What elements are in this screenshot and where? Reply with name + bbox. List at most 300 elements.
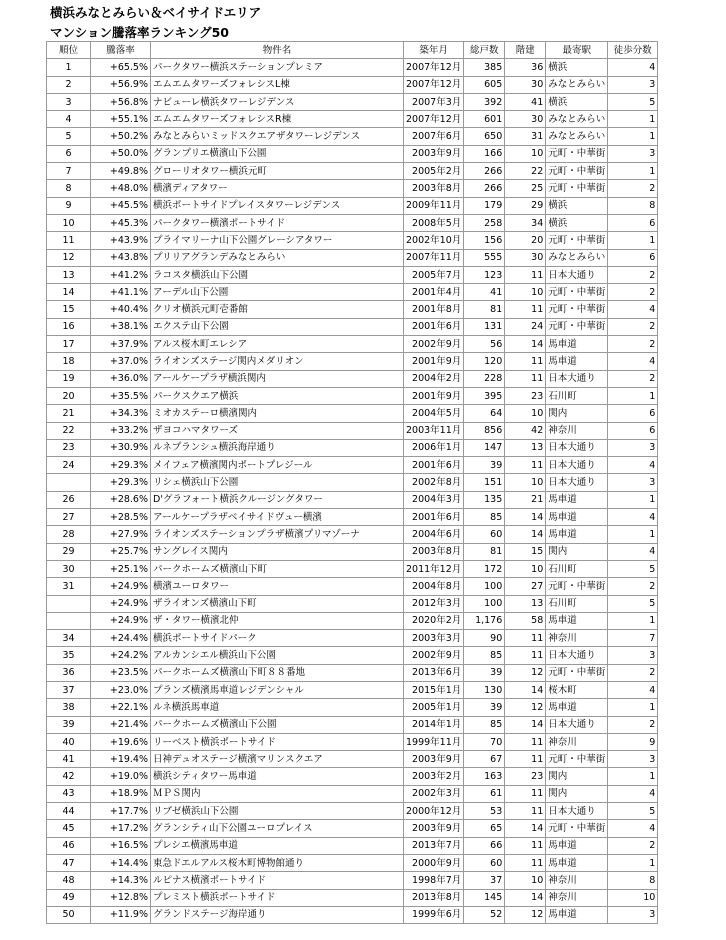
change-rate-cell: +27.9% (91, 526, 151, 543)
property-name-cell: エクステ山下公園 (151, 318, 404, 335)
change-rate-cell: +21.4% (91, 716, 151, 733)
change-rate-cell: +24.4% (91, 630, 151, 647)
floors-cell: 12 (505, 664, 546, 681)
property-name-cell: プレシエ横濱馬車道 (151, 837, 404, 854)
total-units-cell: 131 (464, 318, 505, 335)
walk-minutes-cell: 4 (608, 457, 658, 474)
property-name-cell: ルピナス横濱ポートサイド (151, 872, 404, 889)
nearest-station-cell: 日本大通り (546, 370, 608, 387)
rank-cell: 22 (47, 422, 91, 439)
walk-minutes-cell: 7 (608, 630, 658, 647)
floors-cell: 11 (505, 837, 546, 854)
built-date-cell: 2003年9月 (404, 751, 464, 768)
nearest-station-cell: みなとみらい (546, 249, 608, 266)
walk-minutes-cell: 5 (608, 560, 658, 577)
property-name-cell: パークスクエア横浜 (151, 387, 404, 404)
ranking-table (46, 41, 658, 924)
walk-minutes-cell: 8 (608, 872, 658, 889)
change-rate-cell: +22.1% (91, 699, 151, 716)
floors-cell: 22 (505, 163, 546, 180)
nearest-station-cell: 関内 (546, 768, 608, 785)
change-rate-cell: +19.4% (91, 751, 151, 768)
property-name-cell: アールケープラザ横浜関内 (151, 370, 404, 387)
table-row (47, 906, 658, 923)
total-units-cell: 64 (464, 405, 505, 422)
built-date-cell: 2004年8月 (404, 578, 464, 595)
nearest-station-cell: 関内 (546, 785, 608, 802)
rank-cell: 38 (47, 699, 91, 716)
change-rate-cell: +17.7% (91, 803, 151, 820)
rank-cell: 35 (47, 647, 91, 664)
rank-cell: 29 (47, 543, 91, 560)
nearest-station-cell: みなとみらい (546, 76, 608, 93)
floors-cell: 13 (505, 595, 546, 612)
table-row (47, 560, 658, 577)
total-units-cell: 145 (464, 889, 505, 906)
change-rate-cell: +29.3% (91, 457, 151, 474)
built-date-cell: 2007年12月 (404, 59, 464, 76)
table-row (47, 405, 658, 422)
total-units-cell: 56 (464, 336, 505, 353)
walk-minutes-cell: 1 (608, 768, 658, 785)
table-row (47, 647, 658, 664)
nearest-station-cell: 日本大通り (546, 716, 608, 733)
walk-minutes-cell: 2 (608, 284, 658, 301)
change-rate-cell: +65.5% (91, 59, 151, 76)
nearest-station-cell: 元町・中華街 (546, 820, 608, 837)
built-date-cell: 2003年8月 (404, 543, 464, 560)
table-row (47, 76, 658, 93)
rank-cell: 28 (47, 526, 91, 543)
floors-cell: 14 (505, 509, 546, 526)
total-units-cell: 37 (464, 872, 505, 889)
built-date-cell: 2008年5月 (404, 214, 464, 231)
table-row (47, 249, 658, 266)
change-rate-cell: +43.8% (91, 249, 151, 266)
change-rate-cell: +49.8% (91, 163, 151, 180)
nearest-station-cell: 元町・中華街 (546, 232, 608, 249)
built-date-cell: 2005年1月 (404, 699, 464, 716)
built-date-cell: 2013年6月 (404, 664, 464, 681)
built-date-cell: 2002年3月 (404, 785, 464, 802)
walk-minutes-cell: 4 (608, 785, 658, 802)
nearest-station-cell: 石川町 (546, 560, 608, 577)
change-rate-cell: +45.3% (91, 214, 151, 231)
floors-cell: 11 (505, 803, 546, 820)
walk-minutes-cell: 10 (608, 889, 658, 906)
total-units-cell: 100 (464, 595, 505, 612)
table-row (47, 872, 658, 889)
walk-minutes-cell: 4 (608, 543, 658, 560)
change-rate-cell: +36.0% (91, 370, 151, 387)
built-date-cell: 2015年1月 (404, 681, 464, 698)
nearest-station-cell: 横浜 (546, 59, 608, 76)
floors-cell: 10 (505, 145, 546, 162)
table-row (47, 578, 658, 595)
rank-cell (47, 474, 91, 491)
total-units-cell: 85 (464, 509, 505, 526)
table-row (47, 837, 658, 854)
change-rate-cell: +14.4% (91, 854, 151, 871)
total-units-cell: 650 (464, 128, 505, 145)
walk-minutes-cell: 3 (608, 76, 658, 93)
floors-cell: 14 (505, 681, 546, 698)
rank-cell: 9 (47, 197, 91, 214)
total-units-cell: 53 (464, 803, 505, 820)
walk-minutes-cell: 2 (608, 837, 658, 854)
nearest-station-cell: 元町・中華街 (546, 751, 608, 768)
nearest-station-cell: 神奈川 (546, 733, 608, 750)
floors-cell: 29 (505, 197, 546, 214)
property-name-cell: プランズ横濱馬車道レジデンシャル (151, 681, 404, 698)
built-date-cell: 2012年3月 (404, 595, 464, 612)
total-units-cell: 67 (464, 751, 505, 768)
property-name-cell: グランドステージ海岸通り (151, 906, 404, 923)
rank-cell: 21 (47, 405, 91, 422)
property-name-cell: エムエムタワーズフォレシスL棟 (151, 76, 404, 93)
change-rate-cell: +19.6% (91, 733, 151, 750)
floors-cell: 58 (505, 612, 546, 629)
table-row (47, 232, 658, 249)
property-name-cell: 東急ドエルアルス桜木町博物館通り (151, 854, 404, 871)
table-row (47, 509, 658, 526)
nearest-station-cell: みなとみらい (546, 111, 608, 128)
walk-minutes-cell: 1 (608, 111, 658, 128)
walk-minutes-cell: 2 (608, 716, 658, 733)
table-row (47, 630, 658, 647)
change-rate-cell: +24.9% (91, 578, 151, 595)
header-total-units: 総戸数 (464, 42, 505, 59)
property-name-cell: ザライオンズ横濱山下町 (151, 595, 404, 612)
built-date-cell: 2003年8月 (404, 180, 464, 197)
total-units-cell: 135 (464, 491, 505, 508)
floors-cell: 21 (505, 491, 546, 508)
total-units-cell: 163 (464, 768, 505, 785)
property-name-cell: アルカンシエル横浜山下公園 (151, 647, 404, 664)
floors-cell: 23 (505, 768, 546, 785)
rank-cell: 31 (47, 578, 91, 595)
total-units-cell: 90 (464, 630, 505, 647)
walk-minutes-cell: 2 (608, 336, 658, 353)
floors-cell: 12 (505, 906, 546, 923)
rank-cell: 50 (47, 906, 91, 923)
total-units-cell: 166 (464, 145, 505, 162)
nearest-station-cell: 日本大通り (546, 647, 608, 664)
property-name-cell: ＭＰＳ関内 (151, 785, 404, 802)
nearest-station-cell: 日本大通り (546, 266, 608, 283)
nearest-station-cell: 馬車道 (546, 353, 608, 370)
walk-minutes-cell: 3 (608, 439, 658, 456)
walk-minutes-cell: 8 (608, 197, 658, 214)
nearest-station-cell: 関内 (546, 405, 608, 422)
header-nearest-station: 最寄駅 (546, 42, 608, 59)
floors-cell: 20 (505, 232, 546, 249)
walk-minutes-cell: 1 (608, 232, 658, 249)
change-rate-cell: +56.9% (91, 76, 151, 93)
built-date-cell: 2003年9月 (404, 820, 464, 837)
walk-minutes-cell: 1 (608, 612, 658, 629)
walk-minutes-cell: 6 (608, 422, 658, 439)
rank-cell: 20 (47, 387, 91, 404)
property-name-cell: グランプリエ横濱山下公園 (151, 145, 404, 162)
nearest-station-cell: 馬車道 (546, 837, 608, 854)
total-units-cell: 70 (464, 733, 505, 750)
property-name-cell: アーデル山下公園 (151, 284, 404, 301)
walk-minutes-cell: 3 (608, 145, 658, 162)
header-change-rate: 騰落率 (91, 42, 151, 59)
walk-minutes-cell: 3 (608, 647, 658, 664)
change-rate-cell: +34.3% (91, 405, 151, 422)
table-header-row (47, 42, 658, 59)
nearest-station-cell: 馬車道 (546, 526, 608, 543)
change-rate-cell: +40.4% (91, 301, 151, 318)
change-rate-cell: +56.8% (91, 93, 151, 110)
rank-cell: 48 (47, 872, 91, 889)
total-units-cell: 172 (464, 560, 505, 577)
floors-cell: 11 (505, 751, 546, 768)
floors-cell: 34 (505, 214, 546, 231)
built-date-cell: 2005年2月 (404, 163, 464, 180)
rank-cell: 30 (47, 560, 91, 577)
floors-cell: 14 (505, 889, 546, 906)
built-date-cell: 2001年4月 (404, 284, 464, 301)
table-row (47, 439, 658, 456)
rank-cell: 8 (47, 180, 91, 197)
nearest-station-cell: 横浜 (546, 214, 608, 231)
property-name-cell: エムエムタワーズフォレシスR棟 (151, 111, 404, 128)
built-date-cell: 2007年11月 (404, 249, 464, 266)
property-name-cell: 横濱ディアタワー (151, 180, 404, 197)
change-rate-cell: +24.9% (91, 595, 151, 612)
nearest-station-cell: 馬車道 (546, 509, 608, 526)
floors-cell: 11 (505, 733, 546, 750)
walk-minutes-cell: 3 (608, 751, 658, 768)
table-row (47, 145, 658, 162)
rank-cell: 40 (47, 733, 91, 750)
built-date-cell: 2005年7月 (404, 266, 464, 283)
table-row (47, 543, 658, 560)
rank-cell: 1 (47, 59, 91, 76)
walk-minutes-cell: 3 (608, 474, 658, 491)
property-name-cell: ミオカステーロ横濱関内 (151, 405, 404, 422)
table-row (47, 526, 658, 543)
floors-cell: 42 (505, 422, 546, 439)
total-units-cell: 60 (464, 854, 505, 871)
walk-minutes-cell: 4 (608, 820, 658, 837)
floors-cell: 11 (505, 647, 546, 664)
built-date-cell: 2000年9月 (404, 854, 464, 871)
built-date-cell: 2007年12月 (404, 76, 464, 93)
rank-cell: 12 (47, 249, 91, 266)
rank-cell: 39 (47, 716, 91, 733)
table-row (47, 163, 658, 180)
property-name-cell: ライオンズステーションプラザ横濱プリマゾーナ (151, 526, 404, 543)
table-row (47, 422, 658, 439)
change-rate-cell: +33.2% (91, 422, 151, 439)
nearest-station-cell: 元町・中華街 (546, 163, 608, 180)
property-name-cell: プライマリーナ山下公園グレーシアタワー (151, 232, 404, 249)
rank-cell: 27 (47, 509, 91, 526)
built-date-cell: 2000年12月 (404, 803, 464, 820)
table-row (47, 733, 658, 750)
table-row (47, 785, 658, 802)
total-units-cell: 392 (464, 93, 505, 110)
rank-cell: 18 (47, 353, 91, 370)
total-units-cell: 179 (464, 197, 505, 214)
walk-minutes-cell: 5 (608, 595, 658, 612)
table-row (47, 612, 658, 629)
total-units-cell: 555 (464, 249, 505, 266)
nearest-station-cell: 元町・中華街 (546, 301, 608, 318)
property-name-cell: クリオ横浜元町壱番館 (151, 301, 404, 318)
property-name-cell: リブゼ横浜山下公園 (151, 803, 404, 820)
nearest-station-cell: 石川町 (546, 387, 608, 404)
built-date-cell: 2002年8月 (404, 474, 464, 491)
change-rate-cell: +50.0% (91, 145, 151, 162)
rank-cell: 26 (47, 491, 91, 508)
floors-cell: 31 (505, 128, 546, 145)
change-rate-cell: +16.5% (91, 837, 151, 854)
table-row (47, 474, 658, 491)
rank-cell: 41 (47, 751, 91, 768)
change-rate-cell: +37.0% (91, 353, 151, 370)
rank-cell: 45 (47, 820, 91, 837)
total-units-cell: 1,176 (464, 612, 505, 629)
nearest-station-cell: 横浜 (546, 93, 608, 110)
floors-cell: 14 (505, 526, 546, 543)
floors-cell: 27 (505, 578, 546, 595)
walk-minutes-cell: 5 (608, 803, 658, 820)
rank-cell: 3 (47, 93, 91, 110)
property-name-cell: ザ・タワー横濱北仲 (151, 612, 404, 629)
rank-cell: 19 (47, 370, 91, 387)
property-name-cell: パークホームズ横濱山下公園 (151, 716, 404, 733)
walk-minutes-cell: 2 (608, 180, 658, 197)
built-date-cell: 2020年2月 (404, 612, 464, 629)
header-walk-minutes: 徒歩分数 (608, 42, 658, 59)
floors-cell: 41 (505, 93, 546, 110)
change-rate-cell: +17.2% (91, 820, 151, 837)
total-units-cell: 39 (464, 457, 505, 474)
rank-cell: 10 (47, 214, 91, 231)
change-rate-cell: +24.9% (91, 612, 151, 629)
floors-cell: 13 (505, 439, 546, 456)
floors-cell: 11 (505, 630, 546, 647)
change-rate-cell: +12.8% (91, 889, 151, 906)
property-name-cell: パークホームズ横濱山下町 (151, 560, 404, 577)
floors-cell: 11 (505, 785, 546, 802)
table-row (47, 803, 658, 820)
built-date-cell: 2001年6月 (404, 318, 464, 335)
header-floors: 階建 (505, 42, 546, 59)
nearest-station-cell: 馬車道 (546, 906, 608, 923)
built-date-cell: 2002年9月 (404, 647, 464, 664)
property-name-cell: 横浜ポートサイドプレイスタワーレジデンス (151, 197, 404, 214)
change-rate-cell: +24.2% (91, 647, 151, 664)
property-name-cell: アールケープラザベイサイドヴュー横濱 (151, 509, 404, 526)
total-units-cell: 605 (464, 76, 505, 93)
change-rate-cell: +35.5% (91, 387, 151, 404)
property-name-cell: リーベスト横浜ポートサイド (151, 733, 404, 750)
floors-cell: 11 (505, 370, 546, 387)
table-row (47, 318, 658, 335)
total-units-cell: 85 (464, 716, 505, 733)
walk-minutes-cell: 1 (608, 491, 658, 508)
nearest-station-cell: 桜木町 (546, 681, 608, 698)
property-name-cell: パークタワー横浜ステーションプレミア (151, 59, 404, 76)
total-units-cell: 228 (464, 370, 505, 387)
floors-cell: 14 (505, 716, 546, 733)
table-row (47, 889, 658, 906)
property-name-cell: D'グラフォート横浜クルージングタワー (151, 491, 404, 508)
walk-minutes-cell: 4 (608, 59, 658, 76)
built-date-cell: 2001年6月 (404, 509, 464, 526)
rank-cell: 5 (47, 128, 91, 145)
total-units-cell: 60 (464, 526, 505, 543)
built-date-cell: 2004年6月 (404, 526, 464, 543)
built-date-cell: 2004年5月 (404, 405, 464, 422)
built-date-cell: 1998年7月 (404, 872, 464, 889)
nearest-station-cell: 横浜 (546, 197, 608, 214)
nearest-station-cell: 馬車道 (546, 612, 608, 629)
nearest-station-cell: 馬車道 (546, 336, 608, 353)
total-units-cell: 81 (464, 543, 505, 560)
walk-minutes-cell: 1 (608, 387, 658, 404)
floors-cell: 10 (505, 872, 546, 889)
built-date-cell: 2014年1月 (404, 716, 464, 733)
title-block (50, 3, 261, 43)
floors-cell: 12 (505, 699, 546, 716)
floors-cell: 30 (505, 76, 546, 93)
change-rate-cell: +41.1% (91, 284, 151, 301)
total-units-cell: 81 (464, 301, 505, 318)
floors-cell: 15 (505, 543, 546, 560)
table-row (47, 336, 658, 353)
change-rate-cell: +28.6% (91, 491, 151, 508)
built-date-cell: 2003年9月 (404, 145, 464, 162)
walk-minutes-cell: 1 (608, 163, 658, 180)
floors-cell: 24 (505, 318, 546, 335)
header-built-date: 築年月 (404, 42, 464, 59)
floors-cell: 23 (505, 387, 546, 404)
property-name-cell: 横浜ポートサイドパーク (151, 630, 404, 647)
built-date-cell: 2006年1月 (404, 439, 464, 456)
rank-cell: 4 (47, 111, 91, 128)
total-units-cell: 130 (464, 681, 505, 698)
change-rate-cell: +38.1% (91, 318, 151, 335)
total-units-cell: 395 (464, 387, 505, 404)
rank-cell: 16 (47, 318, 91, 335)
rank-cell: 17 (47, 336, 91, 353)
total-units-cell: 85 (464, 647, 505, 664)
total-units-cell: 65 (464, 820, 505, 837)
rank-cell: 36 (47, 664, 91, 681)
built-date-cell: 2007年12月 (404, 111, 464, 128)
walk-minutes-cell: 1 (608, 526, 658, 543)
change-rate-cell: +43.9% (91, 232, 151, 249)
property-name-cell: プリリアグランデみなとみらい (151, 249, 404, 266)
property-name-cell: アルス桜木町エレシア (151, 336, 404, 353)
floors-cell: 36 (505, 59, 546, 76)
built-date-cell: 2007年3月 (404, 93, 464, 110)
table-row (47, 387, 658, 404)
floors-cell: 10 (505, 284, 546, 301)
walk-minutes-cell: 6 (608, 405, 658, 422)
total-units-cell: 385 (464, 59, 505, 76)
total-units-cell: 39 (464, 664, 505, 681)
nearest-station-cell: 日本大通り (546, 474, 608, 491)
nearest-station-cell: 馬車道 (546, 699, 608, 716)
